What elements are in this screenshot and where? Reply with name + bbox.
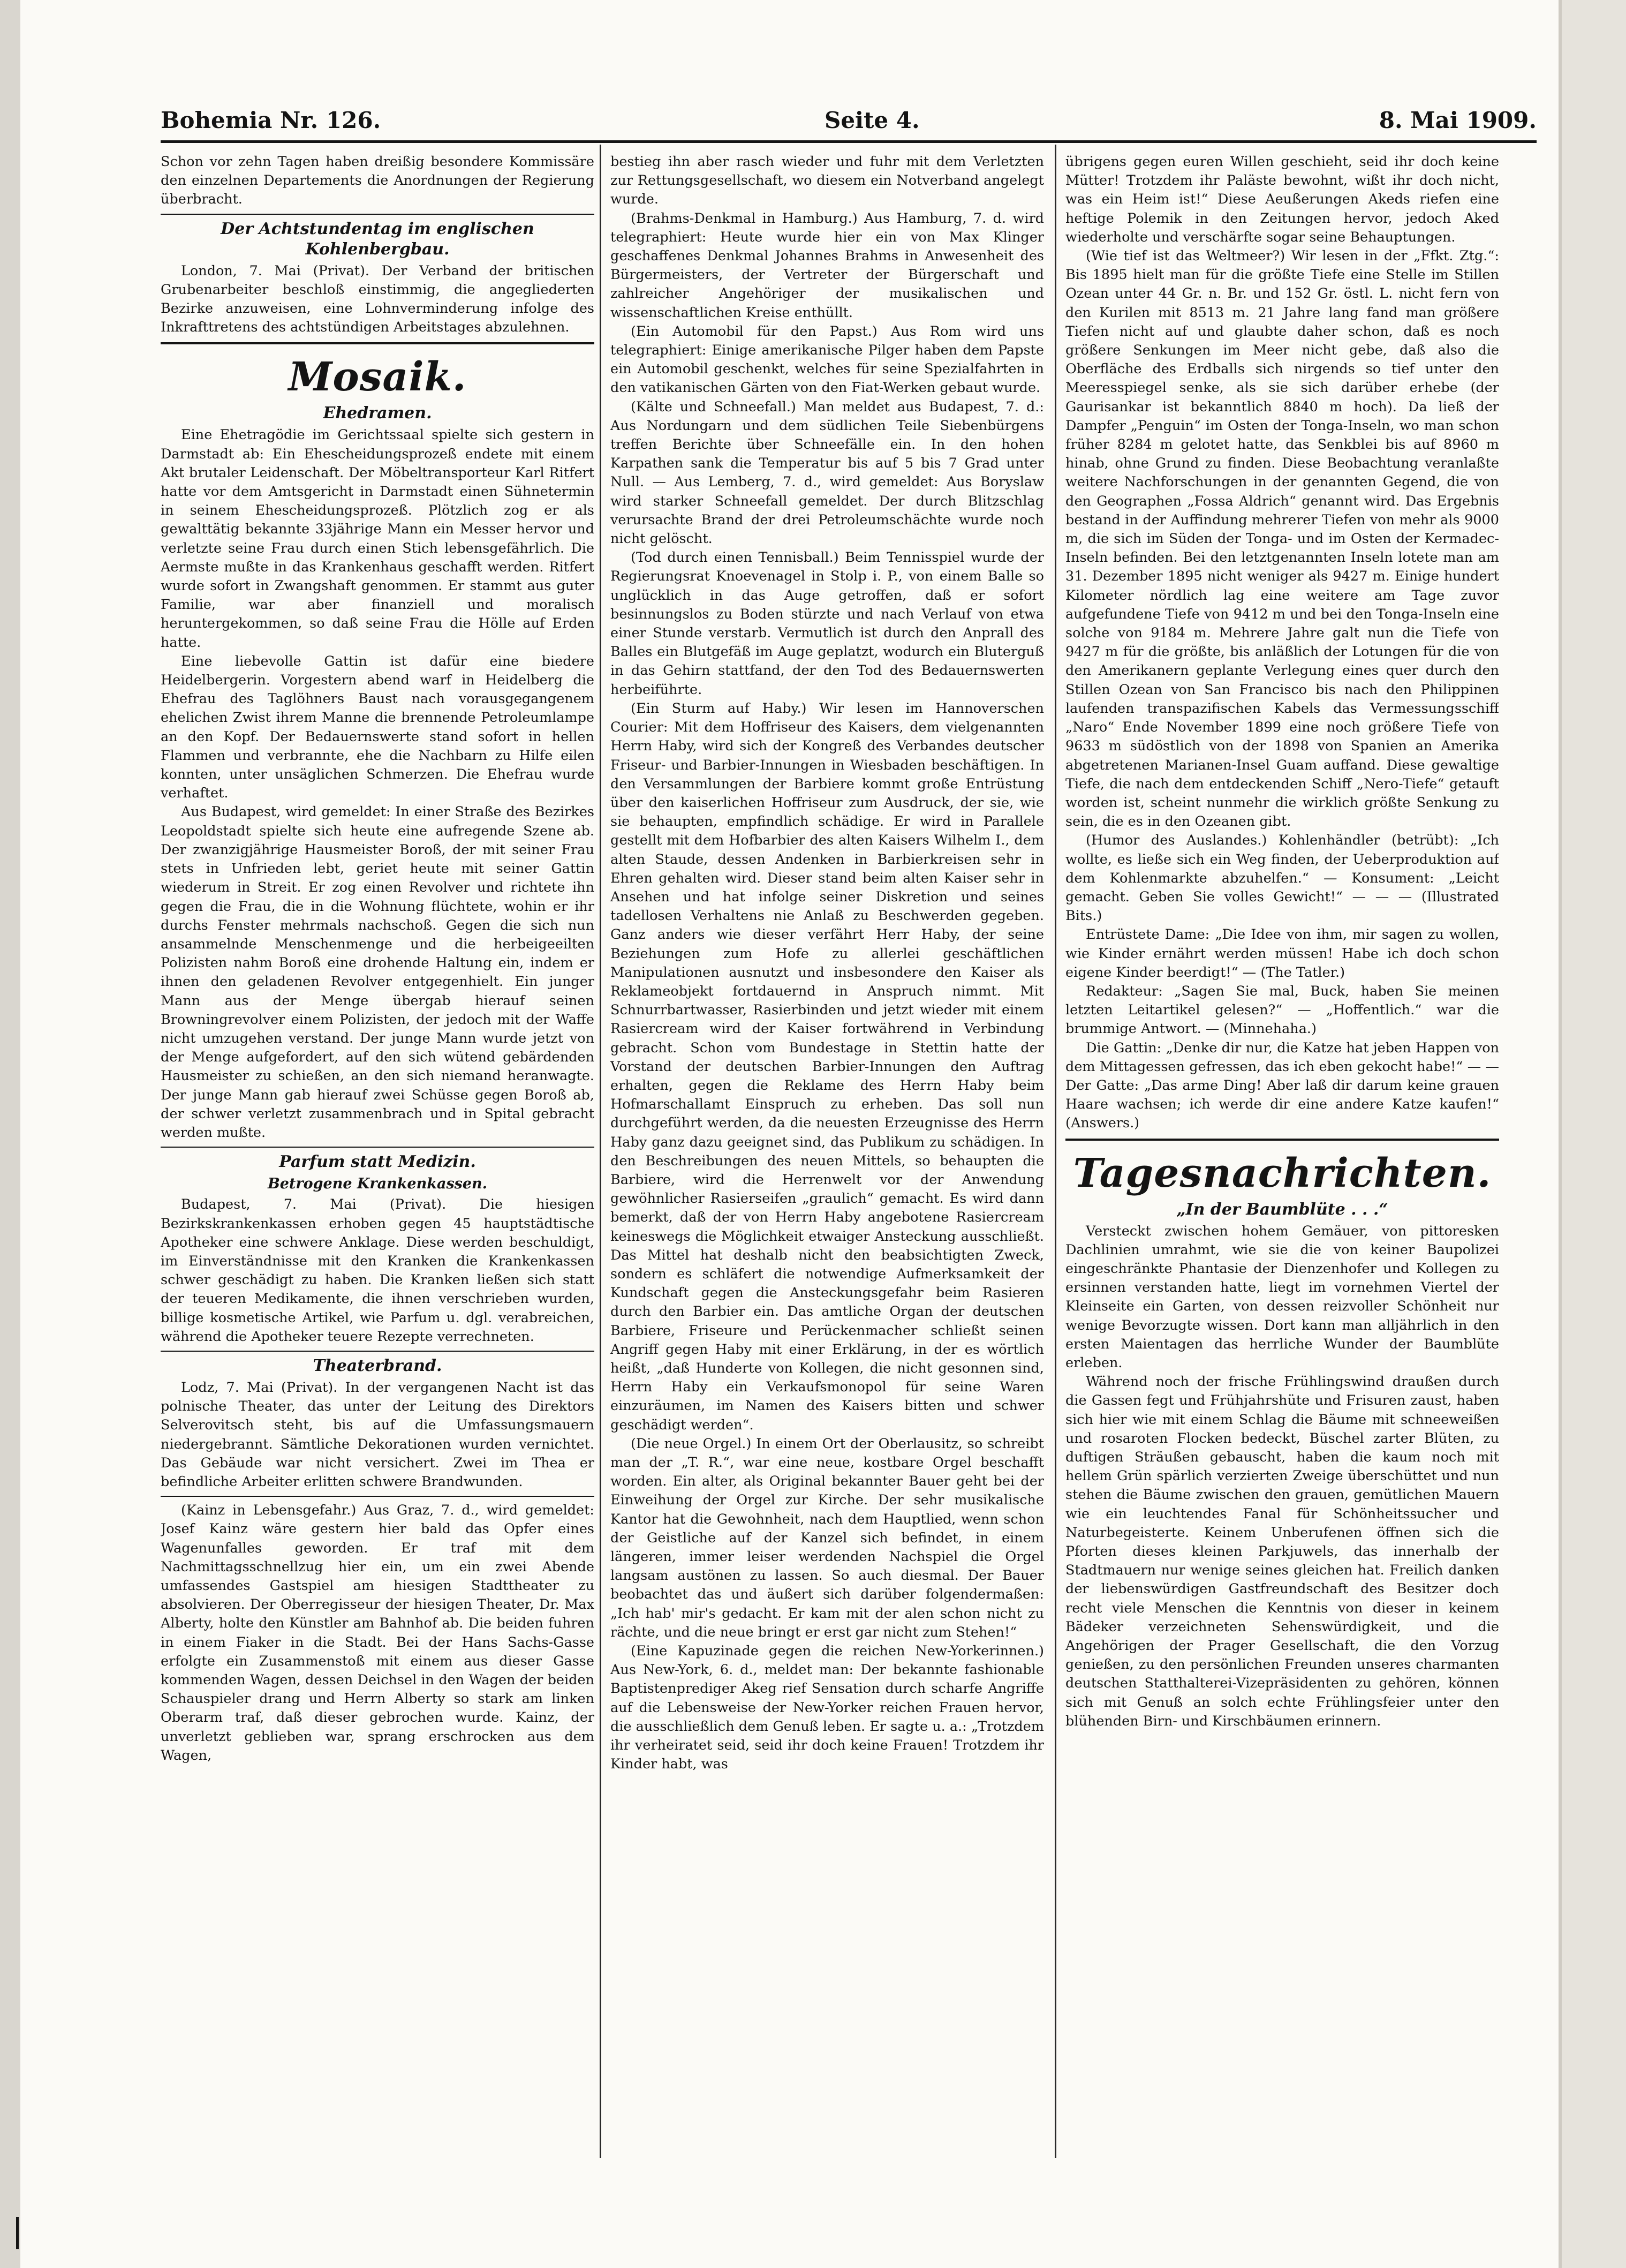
article-humor-2: Entrüstete Dame: „Die Idee von ihm, mir sagen zu wollen, wie Kinder ernährt werden müssen! Habe ich doch schon eigene Kinder beerdigt!“ — (The Tatler.) <box>1065 926 1499 981</box>
article-kapuzinade: (Eine Kapuzinade gegen die reichen New-Yorkerinnen.) Aus New-York, 6. d., meldet man: Der bekannte fashionable Baptistenprediger Akeg rief Sensation durch scharfe Angriffe auf die Lebensweise der New-Yorker reichen Frauen hervor, die ausschließlich dem Genuß leben. Er sagte u. a.: „Trotzdem ihr verheiratet seid, seid ihr doch keine Frauen! Trotzdem ihr Kinder habt, was <box>610 1643 1044 1773</box>
column-rule-2 <box>1055 145 1056 2158</box>
article-brahms: (Brahms-Denkmal in Hamburg.) Aus Hamburg, 7. d. wird telegraphiert: Heute wurde hier ein von Max Klinger geschaffenes Denkmal Johannes Brahms in Anwesenheit des Bürgermeisters, der Vertreter der Bürgerschaft und zahlreicher Angehöriger der musikalischen und wissenschaftlichen Kreise enthüllt. <box>610 210 1044 321</box>
article-ehedramen-2: Eine liebevolle Gattin ist dafür eine biedere Heidelbergerin. Vorgestern abend warf in Heidelberg die Ehefrau des Taglöhners Baust nach vorausgegangenem ehelichen Zwist ihrem Manne die brennende Petroleumlampe an den Kopf. Der Bedauernswerte stand sofort in hellen Flammen und verbrannte, ehe die Nachbarn zu Hilfe eilen konnten, unter unsäglichen Schmerzen. Die Ehefrau wurde verhaftet. <box>161 653 594 802</box>
divider <box>161 1496 594 1497</box>
article-haby: (Ein Sturm auf Haby.) Wir lesen im Hannoverschen Courier: Mit dem Hoffriseur des Kaisers, dem vielgenannten Herrn Haby, wird sich der Kongreß des Verbandes deutscher Friseur- und Barbier-Innungen in Wiesbaden beschäftigen. In den Versammlungen der Barbiere kommt große Entrüstung über den kaiserlichen Hoffriseur zum Ausdruck, der sie, wie sie behaupten, empfindlich schädige. Er wird in Parallele gestellt mit dem Hofbarbier des alten Kaisers Wilhelm I., dem alten Staude, dessen Andenken in Barbierkreisen sehr in Ehren gehalten wird. Dieser stand beim alten Kaiser sehr in Ansehen und hat infolge seiner Diskretion und seines tadellosen Verhaltens nie Anlaß zu Beschwerden gegeben. Ganz anders wie dieser verfährt Herr Haby, der seine Beziehungen zum Hofe zu allerlei geschäftlichen Manipulationen ausnutzt und insbesondere den Kaiser als Reklameobjekt fortdauernd in Anspruch nimmt. Mit Schnurrbartwasser, Rasierbinden und jetzt wieder mit einem Rasiercream wird der Kaiser fortwährend in Verbindung gebracht. Schon vom Bundestage in Stettin hatte der Vorstand der deutschen Barbier-Innungen den Auftrag erhalten, gegen die Reklame des Herrn Haby beim Hofmarschallamt Einspruch zu erheben. Das soll nun durchgeführt werden, da die neuesten Erzeugnisse des Herrn Haby ganz dazu geeignet sind, das Publikum zu schädigen. In den Beschreibungen des neuen Mittels, so behaupten die Barbiere, wird die Herrenwelt vor der Anwendung gewöhnlicher Rasierseifen „graulich“ gemacht. Es wird dann bemerkt, daß der von Herrn Haby angebotene Rasiercream keineswegs die Möglichkeit etwaiger Ansteckung ausschließt. Das Mittel hat deshalb nicht den beabsichtigten Zweck, sondern es schläfert die notwendige Aufmerksamkeit der Kundschaft gegen die Ansteckungsgefahr beim Rasieren durch den Barbier ein. Das amtliche Organ der deutschen Barbiere, Friseure und Perückenmacher schließt seinen Angriff gegen Haby mit einer Erklärung, in der es wörtlich heißt, „daß Hunderte von Kollegen, die nicht gesonnen sind, Herrn Haby ein Verkaufsmonopol für seine Waren einzuräumen, im Namen des Kaisers bitten und schwer geschädigt werden“. <box>610 700 1044 1433</box>
column-2 <box>610 153 1044 2188</box>
section-title-tagesnachrichten: Tagesnachrichten. <box>1073 1150 1492 1196</box>
section-title-mosaik: Mosaik. <box>288 354 467 401</box>
divider <box>161 214 594 215</box>
article-tennisball: (Tod durch einen Tennisball.) Beim Tennisspiel wurde der Regierungsrat Knoevenagel in Stolp i. P., von einem Balle so unglücklich in das Auge getroffen, daß er sofort besinnungslos zu Boden stürzte und nach Verlauf von etwa einer Stunde verstarb. Vermutlich ist durch den Anprall des Balles ein Blutgefäß im Auge geplatzt, wodurch ein Bluterguß in das Gehirn stattfand, der den Tod des Bedauernswerten herbeiführte. <box>610 549 1044 698</box>
running-head-date: 8. Mai 1909. <box>1379 107 1537 133</box>
article-kainz: (Kainz in Lebensgefahr.) Aus Graz, 7. d., wird gemeldet: Josef Kainz wäre gestern hier bald das Opfer eines Wagenunfalles geworden. Er traf mit dem Nachmittagsschnellzug hier ein, um ein zwei Abende umfassendes Gastspiel am hiesigen Stadttheater zu absolvieren. Der Oberregisseur der hiesigen Theater, Dr. Max Alberty, holte den Künstler am Bahnhof ab. Die beiden fuhren in einem Fiaker in die Stadt. Bei der Hans Sachs-Gasse erfolgte ein Zusammenstoß mit einem aus dieser Gasse kommenden Wagen, dessen Deichsel in den Wagen der beiden Schauspieler drang und Herrn Alberty so stark am linken Oberarm traf, daß dieser gebrochen wurde. Kainz, der unverletzt geblieben war, sprang erschrocken aus dem Wagen, <box>161 1502 594 1764</box>
headline-ehedramen: Ehedramen. <box>323 404 432 423</box>
article-parfum: Budapest, 7. Mai (Privat). Die hiesigen Bezirkskrankenkassen erhoben gegen 45 hauptstädtische Apotheker eine schwere Anklage. Diese werden beschuldigt, im Einverständnisse mit den Kranken die Krankenkassen schwer geschädigt zu haben. Die Kranken ließen sich statt der teueren Medikamente, die ihnen verschrieben wurden, billige kosmetische Artikel, wie Parfum u. dgl. verabreichen, während die Apotheker teuere Rezepte verrechneten. <box>161 1196 594 1345</box>
divider <box>161 1351 594 1352</box>
running-head-issue: Bohemia Nr. 126. <box>161 107 381 133</box>
header-rule <box>161 140 1537 143</box>
article-weltmeer: (Wie tief ist das Weltmeer?) Wir lesen in der „Ffkt. Ztg.“: Bis 1895 hielt man für die größte Tiefe eine Stelle im Stillen Ozean unter 44 Gr. n. Br. und 152 Gr. östl. L. nicht fern von den Kurilen mit 8513 m. 21 Jahre lang fand man größere Tiefen nicht auf und glaubte daher schon, daß es noch größere Senkungen im Meer nicht gebe, daß also die Oberfläche des Erdballs sich nirgends so tief unter den Meeresspiegel senke, als sie sich darüber erhebe (der Gaurisankar ist bekanntlich 8840 m hoch). Da ließ der Dampfer „Penguin“ im Osten der Tonga-Inseln, wo man schon früher 8284 m gelotet hatte, das Senkblei bis auf 8960 m hinab, ohne Grund zu finden. Diese Beobachtung veranlaßte weitere Nachforschungen in der genannten Gegend, die von den Geographen „Fossa Aldrich“ genannt wird. Das Ergebnis bestand in der Auffindung mehrerer Tiefen von mehr als 9000 m, die sich im Süden der Tonga- und im Osten der Kermadec-Inseln befinden. Bei den letztgenannten Inseln lotete man am 31. Dezember 1895 nicht weniger als 9427 m. Einige hundert Kilometer nördlich lag eine weitere am Tage zuvor aufgefundene Tiefe von 9412 m und bei den Tonga-Inseln eine solche von 9184 m. Mehrere Jahre galt nun die Tiefe von 9427 m für die größte, bis anläßlich der Lotungen für die von den Amerikanern geplante Verlegung eines quer durch den Stillen Ozean von San Francisco bis nach den Philippinen laufenden transpazifischen Kabels das Vermessungsschiff „Naro“ Ende November 1899 eine noch größere Tiefe von 9633 m südöstlich von der 1898 von Spanien an Amerika abgetretenen Marianen-Insel Guam auffand. Diese gewaltige Tiefe, die nach dem entdeckenden Schiff „Nero-Tiefe“ getauft worden ist, scheint nunmehr die wirklich größte Senkung zu sein, die es in den Ozeanen gibt. <box>1065 248 1499 830</box>
divider <box>161 1147 594 1148</box>
article-theaterbrand: Lodz, 7. Mai (Privat). In der vergangenen Nacht ist das polnische Theater, das unter der Leitung des Direktors Selverovitsch steht, bis auf die Umfassungsmauern niedergebrannt. Sämtliche Dekorationen wurden vernichtet. Das Gebäude war nicht versichert. Zwei im Thea er befindliche Arbeiter erlitten schwere Brandwunden. <box>161 1379 594 1490</box>
article-humor-3: Redakteur: „Sagen Sie mal, Buck, haben Sie meinen letzten Leitartikel gelesen?“ — „Hoffentlich.“ war die brummige Antwort. — (Minnehaha.) <box>1065 983 1499 1037</box>
page-left-edge <box>0 0 20 2268</box>
article-kaelte: (Kälte und Schneefall.) Man meldet aus Budapest, 7. d.: Aus Nordungarn und dem südlichen Teile Siebenbürgens treffen Berichte über Schneefälle ein. In den hohen Karpathen sank die Temperatur bis auf 5 bis 7 Grad unter Null. — Aus Lemberg, 7. d., wird gemeldet: Aus Boryslaw wird starker Schneefall gemeldet. Der durch Blitzschlag verursachte Brand der drei Petroleumschächte wurde noch nicht gelöscht. <box>610 398 1044 547</box>
headline-theaterbrand: Theaterbrand. <box>313 1356 442 1375</box>
article-kainz-continued: bestieg ihn aber rasch wieder und fuhr mit dem Verletzten zur Rettungsgesellschaft, wo diesem ein Notverband angelegt wurde. <box>610 154 1044 208</box>
headline-parfum: Parfum statt Medizin. <box>279 1152 476 1172</box>
intro-paragraph: Schon vor zehn Tagen haben dreißig besondere Kommissäre den einzelnen Departements die Anordnungen der Regierung überbracht. <box>161 154 594 208</box>
article-baumbluete-2: Während noch der frische Frühlingswind draußen durch die Gassen fegt und Frühjahrshüte und Frisuren zaust, haben sich hier wie mit einem Schlag die Bäume mit schneeweißen und rosaroten Flocken bedeckt, Büschel zarter Blüten, zu duftigen Sträußen gebauscht, haben die kaum noch mit hellem Grün spärlich verzierten Zweige überschüttet und nun stehen die Bäume zwischen den grauen, gemütlichen Mauern wie ein leuchtendes Fanal für Schönheitssucher und Naturbegeisterte. Keinem Unberufenen öffnen sich die Pforten dieses kleinen Parkjuwels, das innerhalb der Stadtmauern nur wenige seines gleichen hat. Freilich danken der liebenswürdigen Gastfreundschaft des Besitzer doch recht viele Menschen die Kenntnis von dieser in keinem Bädeker verzeichneten Sehenswürdigkeit, und die Angehörigen der Prager Gesellschaft, die den Vorzug genießen, zu den persönlichen Freunden unseres charmanten deutschen Statthalterei-Vizepräsidenten zu gehören, können sich mit Genuß an solch echte Frühlingsfeier unter den blühenden Birn- und Kirschbäumen erinnern. <box>1065 1374 1499 1729</box>
column-3 <box>1065 153 1499 2188</box>
headline-baumbluete: „In der Baumblüte . . .“ <box>1176 1200 1388 1219</box>
article-orgel: (Die neue Orgel.) In einem Ort der Oberlausitz, so schreibt man der „T. R.“, war eine neue, kostbare Orgel beschafft worden. Ein alter, als Original bekannter Bauer geht bei der Einweihung der Orgel zur Kirche. Der sehr musikalische Kantor hat die Gewohnheit, nach dem Hauptlied, wenn schon der Geistliche auf der Kanzel sich befindet, in einem längeren, immer leiser werdenden Nachspiel die Orgel langsam austönen zu lassen. So auch diesmal. Der Bauer beobachtet das und äußert sich darüber folgendermaßen: „Ich hab' mir's gedacht. Er kam mit der alen schon nicht zu rächte, und die neue bringt er erst gar nicht zum Stehen!“ <box>610 1435 1044 1640</box>
running-head <box>161 102 1537 139</box>
article-humor-4: Die Gattin: „Denke dir nur, die Katze hat jeben Happen von dem Mittagessen gefressen, das ich eben gekocht habe!“ — — Der Gatte: „Das arme Ding! Aber laß dir darum keine grauen Haare wachsen; ich werde dir eine andere Katze kaufen!“ (Answers.) <box>1065 1039 1499 1132</box>
binder-mark <box>16 2217 19 2249</box>
column-rule-1 <box>600 145 601 2158</box>
column-1 <box>161 153 594 2188</box>
article-baumbluete-1: Versteckt zwischen hohem Gemäuer, von pittoresken Dachlinien umrahmt, wie sie die von keiner Baupolizei eingeschränkte Phantasie der Dienzenhofer und Kollegen zu ersinnen verstanden hatte, liegt im vornehmen Viertel der Kleinseite ein Garten, von dessen reizvoller Schönheit nur wenige Bevorzugte wissen. Dort kann man alljährlich in den ersten Maientagen das herrliche Wunder der Baumblüte erleben. <box>1065 1223 1499 1371</box>
headline-achtstundentag: Der Achtstundentag im englischen Kohlenbergbau. <box>221 219 534 259</box>
running-head-page: Seite 4. <box>825 107 920 133</box>
page-right-edge <box>1562 0 1626 2268</box>
article-ehedramen-1: Eine Ehetragödie im Gerichtssaal spielte sich gestern in Darmstadt ab: Ein Ehescheidungsprozeß endete mit einem Akt brutaler Leidenschaft. Der Möbeltransporteur Karl Ritfert hatte vor dem Amtsgericht in Darmstadt einen Sühnetermin in seinem Ehescheidungsprozeß. Plötzlich zog er als gewalttätig bekannte 33jährige Mann ein Messer hervor und verletzte seine Frau durch einen Stich lebensgefährlich. Die Aermste mußte in das Krankenhaus geschafft werden. Ritfert wurde sofort in Zwangshaft genommen. Er stammt aus guter Familie, war aber finanziell und moralisch heruntergekommen, so daß seine Frau die Hölle auf Erden hatte. <box>161 427 594 651</box>
article-ehedramen-3: Aus Budapest, wird gemeldet: In einer Straße des Bezirkes Leopoldstadt spielte sich heute eine aufregende Szene ab. Der zwanzigjährige Hausmeister Boroß, der mit seiner Frau stets in Unfrieden lebt, geriet heute mit seiner Gattin wiederum in Streit. Er zog einen Revolver und richtete ihn gegen die Frau, die in die Wohnung flüchtete, wohin er ihr durchs Fenster mehrmals nachschoß. Gegen die sich nun ansammelnde Menschenmenge und die herbeigeeilten Polizisten nahm Boroß eine drohende Haltung ein, indem er ihnen den geladenen Revolver entgegenhielt. Ein junger Mann aus der Menge übergab hierauf seinen Browningrevolver einem Polizisten, der jedoch mit der Waffe nicht umzugehen verstand. Der junge Mann wurde jetzt von der Menge aufgefordert, auf den sich wütend gebärdenden Hausmeister zu schießen, an den sich niemand heranwagte. Der junge Mann gab hierauf zwei Schüsse gegen Boroß ab, der schwer verletzt zusammenbrach und in Spital gebracht werden mußte. <box>161 804 594 1141</box>
article-achtstundentag: London, 7. Mai (Privat). Der Verband der britischen Grubenarbeiter beschloß einstimmig, die angegliederten Bezirke anzuweisen, eine Lohnverminderung infolge des Inkrafttretens des achtstündigen Arbeitstages abzulehnen. <box>161 262 594 336</box>
article-papst-automobil: (Ein Automobil für den Papst.) Aus Rom wird uns telegraphiert: Einige amerikanische Pilger haben dem Papste ein Automobil geschenkt, welches für seine Spezialfahrten in den vatikanischen Gärten von den Fiat-Werken gebaut wurde. <box>610 323 1044 396</box>
subheadline-krankenkassen: Betrogene Krankenkassen. <box>267 1176 488 1193</box>
divider <box>161 342 594 344</box>
article-kapuzinade-continued: übrigens gegen euren Willen geschieht, seid ihr doch keine Mütter! Trotzdem ihr Paläste bewohnt, wißt ihr doch nicht, was ein Heim ist!“ Diese Aeußerungen Akeds riefen eine heftige Polemik in den Zeitungen hervor, jedoch Aked wiederholte und verschärfte sogar seine Behauptungen. <box>1065 154 1499 245</box>
divider <box>1065 1139 1499 1141</box>
article-humor-1: (Humor des Auslandes.) Kohlenhändler (betrübt): „Ich wollte, es ließe sich ein Weg finden, der Ueberproduktion auf dem Kohlenmarkte abzuhelfen.“ — Konsument: „Leicht gemacht. Geben Sie volles Gewicht!“ — — — (Illustrated Bits.) <box>1065 832 1499 924</box>
